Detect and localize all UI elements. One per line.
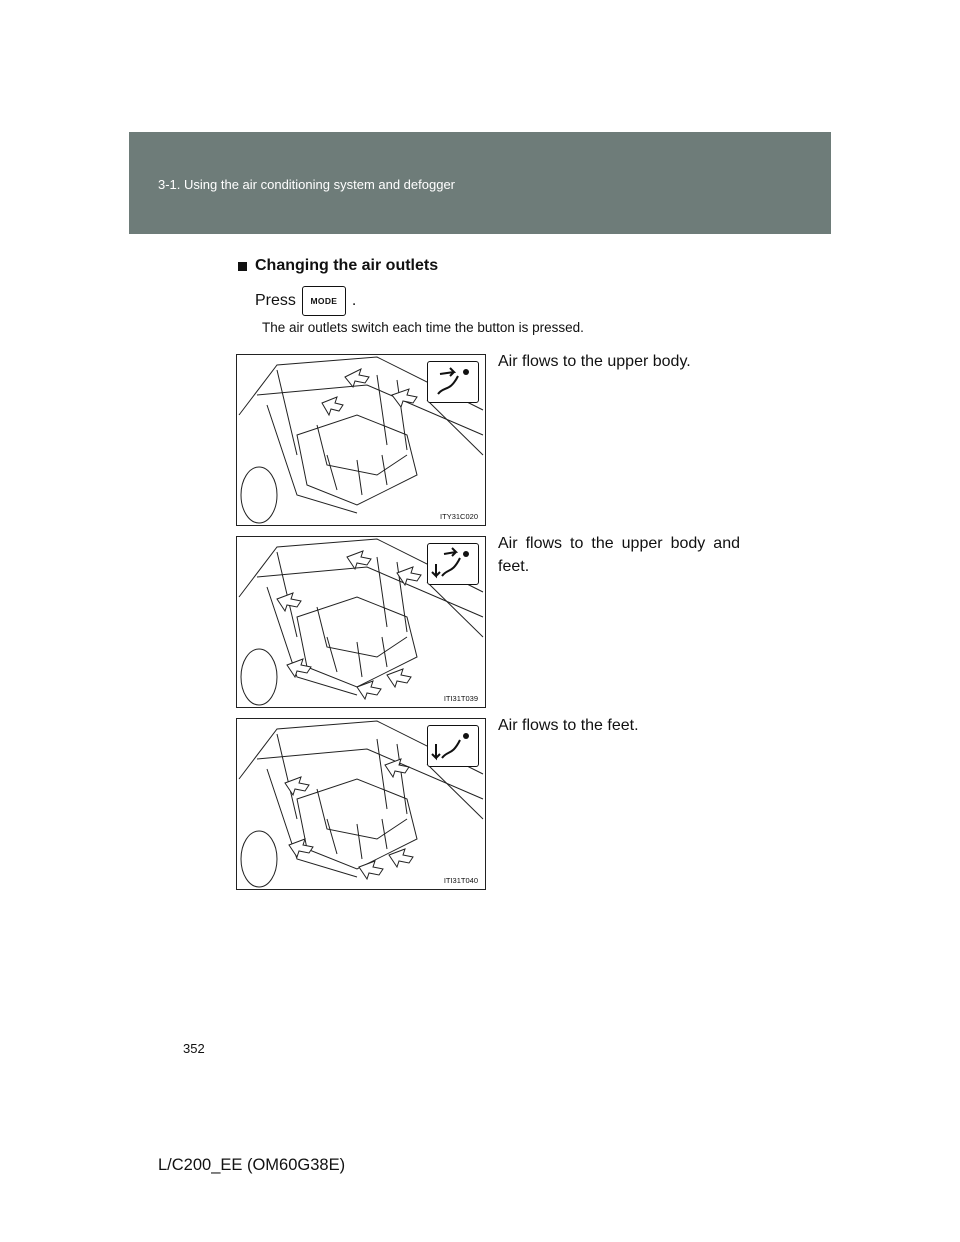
press-prefix: Press xyxy=(255,292,296,309)
instruction-note: The air outlets switch each time the button is pressed. xyxy=(262,320,584,335)
section-title: 3-1. Using the air conditioning system and defogger xyxy=(158,177,456,192)
document-code: L/C200_EE (OM60G38E) xyxy=(158,1156,346,1174)
foot-vent-icon xyxy=(427,725,479,767)
face-vent-icon xyxy=(427,361,479,403)
press-suffix: . xyxy=(351,292,357,309)
bi-level-vent-icon xyxy=(427,543,479,585)
figure-code: ITY31C020 xyxy=(440,512,478,521)
mode-description: Air flows to the upper body and feet. xyxy=(498,535,740,575)
figure-feet xyxy=(236,718,486,890)
figure-upper-body xyxy=(236,354,486,526)
figure-code: ITI31T039 xyxy=(443,694,478,703)
mode-button: MODE xyxy=(302,286,346,316)
press-instruction xyxy=(255,286,356,316)
figure-bi-level xyxy=(236,536,486,708)
heading-text: Changing the air outlets xyxy=(255,257,439,274)
figure-code: ITI31T040 xyxy=(443,876,478,885)
section-heading xyxy=(238,257,438,275)
page-number: 352 xyxy=(183,1041,205,1056)
mode-description: Air flows to the upper body. xyxy=(498,353,691,370)
mode-description: Air flows to the feet. xyxy=(498,717,639,734)
square-bullet-icon xyxy=(238,262,247,271)
